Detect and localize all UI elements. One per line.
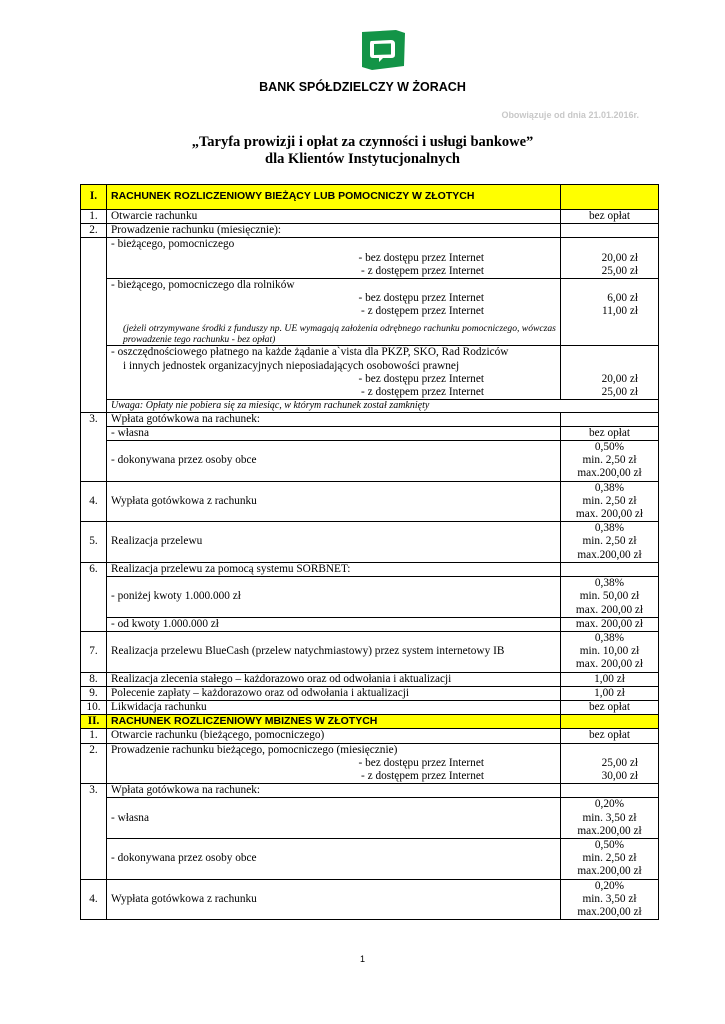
table-row xyxy=(81,412,659,426)
fee-value: max.200,00 zł xyxy=(577,467,642,480)
section-fee-cell xyxy=(561,715,659,729)
fee-value: max.200,00 zł xyxy=(577,905,642,918)
fee-value: 30,00 zł xyxy=(601,769,638,782)
section-fee-cell xyxy=(561,185,659,210)
fee-value: max. 200,00 zł xyxy=(575,658,644,671)
fee-value: min. 3,50 zł xyxy=(582,892,637,905)
row-description: - poniżej kwoty 1.000.000 zł xyxy=(107,577,561,618)
fee-value: max. 200,00 zł xyxy=(575,508,644,521)
row-fee xyxy=(561,798,659,839)
sub-option: - bez dostępu przez Internet xyxy=(358,372,484,385)
fee-value: min. 2,50 zł xyxy=(582,454,637,467)
fee-value: max.200,00 zł xyxy=(577,548,642,561)
row-description xyxy=(107,238,561,279)
fee-value: 0,38% xyxy=(594,577,625,590)
row-number: 6. xyxy=(81,562,107,631)
row-description: Prowadzenie rachunku (miesięcznie): xyxy=(107,224,561,238)
table-row xyxy=(81,210,659,224)
fee-value: max. 200,00 zł xyxy=(575,603,644,616)
note: Uwaga: Opłaty nie pobiera się za miesiąc, w którym rachunek został zamknięty xyxy=(107,400,659,412)
table-row xyxy=(81,279,659,346)
fee-value: min. 2,50 zł xyxy=(582,535,637,548)
sub-option: - bez dostępu przez Internet xyxy=(358,756,484,769)
row-description: Realizacja przelewu xyxy=(107,522,561,563)
sub-label: - oszczędnościowego płatnego na każde żądanie a`vista dla PKZP, SKO, Rad Rodziców xyxy=(111,346,509,359)
bank-name: BANK SPÓŁDZIELCZY W ŻORACH xyxy=(259,80,466,94)
row-description: - własna xyxy=(107,798,561,839)
title-line-2: dla Klientów Instytucjonalnych xyxy=(265,151,460,167)
sub-option: - z dostępem przez Internet xyxy=(361,386,484,399)
section-title: RACHUNEK ROZLICZENIOWY BIEŻĄCY LUB POMOCNICZY W ZŁOTYCH xyxy=(107,185,561,210)
row-number: 5. xyxy=(81,522,107,563)
row-number: 7. xyxy=(81,631,107,672)
row-description: Wypłata gotówkowa z rachunku xyxy=(107,879,561,920)
row-fee xyxy=(561,631,659,672)
row-description: Wypłata gotówkowa z rachunku xyxy=(107,481,561,522)
row-number: 1. xyxy=(81,729,107,743)
row-fee xyxy=(561,481,659,522)
table-row xyxy=(81,700,659,714)
row-description: Otwarcie rachunku xyxy=(107,210,561,224)
fee-value: 0,50% xyxy=(594,838,625,851)
section-header xyxy=(81,185,659,210)
fee-value: 0,38% xyxy=(594,522,625,535)
section-title: RACHUNEK ROZLICZENIOWY MBIZNES W ZŁOTYCH xyxy=(107,715,561,729)
row-fee: 1,00 zł xyxy=(561,672,659,686)
row-fee xyxy=(561,522,659,563)
table-row xyxy=(81,562,659,576)
fee-value: 0,20% xyxy=(594,798,625,811)
row-fee: bez opłat xyxy=(561,210,659,224)
page-number: 1 xyxy=(359,954,365,964)
table-row xyxy=(81,879,659,920)
fee-value: 25,00 zł xyxy=(601,264,638,277)
fee-value: 25,00 zł xyxy=(601,386,638,399)
row-fee: bez opłat xyxy=(561,700,659,714)
table-row xyxy=(81,631,659,672)
table-row xyxy=(81,346,659,400)
table-row xyxy=(81,522,659,563)
row-description xyxy=(107,743,561,784)
row-description: - dokonywana przez osoby obce xyxy=(107,441,561,482)
table-row xyxy=(81,729,659,743)
row-fee xyxy=(561,346,659,400)
fee-value: 20,00 zł xyxy=(601,372,638,385)
sub-label: i innych jednostek organizacyjnych nieposiadających osobowości prawnej xyxy=(123,359,460,372)
row-number: 8. xyxy=(81,672,107,686)
row-number: 9. xyxy=(81,686,107,700)
table-row xyxy=(81,400,659,412)
row-description xyxy=(107,279,561,346)
row-fee xyxy=(561,743,659,784)
row-description: Wpłata gotówkowa na rachunek: xyxy=(107,784,561,798)
row-description xyxy=(107,346,561,400)
sub-option: - bez dostępu przez Internet xyxy=(358,251,484,264)
table-row xyxy=(81,838,659,879)
fee-value: 11,00 zł xyxy=(602,305,638,318)
section-number: II. xyxy=(81,715,107,729)
fee-value: 0,38% xyxy=(594,481,625,494)
fee-value: 25,00 zł xyxy=(601,756,638,769)
table-row xyxy=(81,617,659,631)
row-number: 4. xyxy=(81,481,107,522)
row-description: - od kwoty 1.000.000 zł xyxy=(107,617,561,631)
table-row xyxy=(81,798,659,839)
table-row xyxy=(81,577,659,618)
sub-label: - bieżącego, pomocniczego xyxy=(111,238,235,251)
row-description: Realizacja przelewu BlueCash (przelew natychmiastowy) przez system internetowy IB xyxy=(107,631,561,672)
document-title xyxy=(0,134,725,168)
row-description: Polecenie zapłaty – każdorazowo oraz od odwołania i aktualizacji xyxy=(107,686,561,700)
sub-option: - z dostępem przez Internet xyxy=(361,769,484,782)
table-row xyxy=(81,784,659,798)
table-row xyxy=(81,481,659,522)
row-fee xyxy=(561,224,659,238)
sub-label: Prowadzenie rachunku bieżącego, pomocniczego (miesięcznie) xyxy=(111,743,398,756)
row-fee xyxy=(561,577,659,618)
row-description: Otwarcie rachunku (bieżącego, pomocniczego) xyxy=(107,729,561,743)
fee-value: min. 2,50 zł xyxy=(582,494,637,507)
valid-from: Obowiązuje od dnia 21.01.2016r. xyxy=(501,110,639,120)
table-row xyxy=(81,743,659,784)
section-number: I. xyxy=(81,185,107,210)
row-fee xyxy=(561,238,659,279)
note: (jeżeli otrzymywane środki z funduszy np. UE wymagają założenia odrębnego rachunku pomocniczego, wówczas prowadzenie tego rachunku - bez opłat) xyxy=(123,322,556,346)
row-number: 2. xyxy=(81,224,107,238)
row-description: Realizacja przelewu za pomocą systemu SORBNET: xyxy=(107,562,561,576)
table-row xyxy=(81,441,659,482)
table-row xyxy=(81,426,659,440)
fee-value: 20,00 zł xyxy=(601,251,638,264)
table-row xyxy=(81,672,659,686)
fee-value: max.200,00 zł xyxy=(577,824,642,837)
table-row xyxy=(81,224,659,238)
table-row xyxy=(81,238,659,279)
sub-label: - bieżącego, pomocniczego dla rolników xyxy=(111,279,295,292)
row-description: Wpłata gotówkowa na rachunek: xyxy=(107,412,561,426)
row-fee xyxy=(561,784,659,798)
fee-value: 0,20% xyxy=(594,879,625,892)
fee-value: min. 2,50 zł xyxy=(582,852,637,865)
row-number: 2. xyxy=(81,743,107,784)
section-header xyxy=(81,715,659,729)
row-number: 3. xyxy=(81,412,107,481)
sub-option: - z dostępem przez Internet xyxy=(361,305,484,318)
row-fee: max. 200,00 zł xyxy=(561,617,659,631)
row-number: 1. xyxy=(81,210,107,224)
fee-value: min. 3,50 zł xyxy=(582,811,637,824)
row-number xyxy=(81,238,107,412)
fee-value: 6,00 zł xyxy=(607,292,638,305)
row-fee xyxy=(561,441,659,482)
row-fee xyxy=(561,879,659,920)
fee-table xyxy=(80,184,659,920)
row-description: Likwidacja rachunku xyxy=(107,700,561,714)
row-number: 10. xyxy=(81,700,107,714)
fee-value: 0,50% xyxy=(594,441,625,454)
row-number: 4. xyxy=(81,879,107,920)
row-fee xyxy=(561,279,659,346)
fee-value: min. 50,00 zł xyxy=(579,590,640,603)
fee-value: 0,38% xyxy=(594,631,625,644)
fee-value: max.200,00 zł xyxy=(577,865,642,878)
bank-logo xyxy=(358,28,408,72)
row-fee xyxy=(561,838,659,879)
sub-option: - z dostępem przez Internet xyxy=(361,264,484,277)
row-fee xyxy=(561,412,659,426)
table-row xyxy=(81,686,659,700)
row-fee xyxy=(561,562,659,576)
fee-value: min. 10,00 zł xyxy=(579,645,640,658)
row-number: 3. xyxy=(81,784,107,879)
row-fee: 1,00 zł xyxy=(561,686,659,700)
row-description: - dokonywana przez osoby obce xyxy=(107,838,561,879)
sub-option: - bez dostępu przez Internet xyxy=(358,292,484,305)
title-line-1: „Taryfa prowizji i opłat za czynności i usługi bankowe” xyxy=(191,134,534,150)
row-description: - własna xyxy=(107,426,561,440)
row-fee: bez opłat xyxy=(561,426,659,440)
row-fee: bez opłat xyxy=(561,729,659,743)
row-description: Realizacja zlecenia stałego – każdorazowo oraz od odwołania i aktualizacji xyxy=(107,672,561,686)
